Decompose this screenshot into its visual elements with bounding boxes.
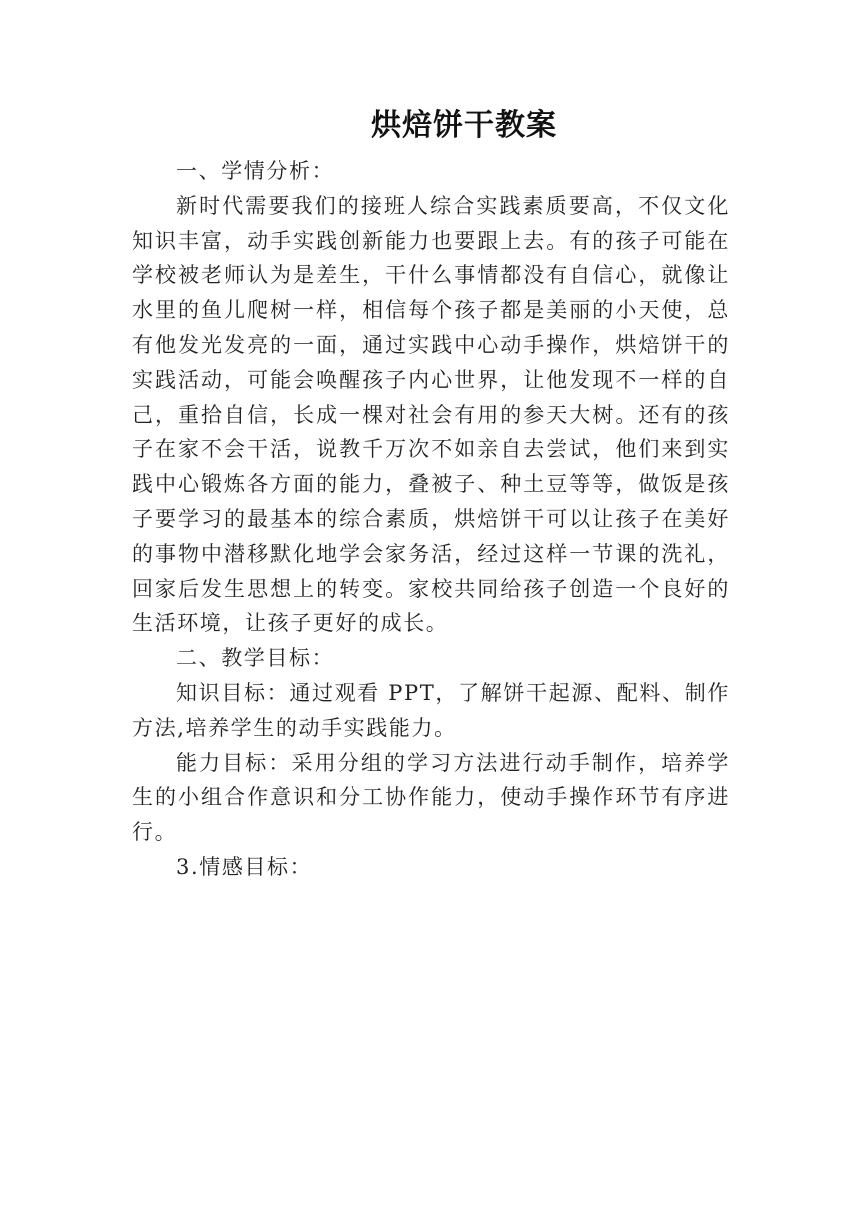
paragraph-emotion-goal: 3.情感目标： — [176, 854, 313, 879]
paragraph-learning-analysis: 新时代需要我们的接班人综合实践素质要高，不仅文化知识丰富，动手实践创新能力也要跟上去。有的孩子可能在学校被老师认为是差生，干什么事情都没有自信心，就像让水里的鱼儿爬树一样，相信每个孩子都是美丽的小天使，总有他发光发亮的一面，通过实践中心动手操作，烘焙饼干的实践活动，可能会唤醒孩子内心世界，让他发现不一样的自己，重拾自信，长成一棵对社会有用的参天大树。还有的孩子在家不会干活，说教千万次不如亲自去尝试，他们来到实践中心锻炼各方面的能力，叠被子、种土豆等等，做饭是孩子要学习的最基本的综合素质，烘焙饼干可以让孩子在美好的事物中潜移默化地学会家务活，经过这样一节课的洗礼，回家后发生思想上的转变。家校共同给孩子创造一个良好的生活环境，让孩子更好的成长。 — [132, 193, 730, 636]
section-heading-teaching-goals: 二、教学目标： — [176, 646, 335, 671]
document-title: 烘焙饼干教案 — [371, 108, 557, 143]
section-heading-learning-analysis: 一、学情分析： — [176, 159, 335, 183]
paragraph-knowledge-goal: 知识目标：通过观看 PPT，了解饼干起源、配料、制作方法,培养学生的动手实践能力。 — [132, 680, 730, 740]
document-body — [132, 154, 730, 885]
paragraph-ability-goal: 能力目标：采用分组的学习方法进行动手制作，培养学生的小组合作意识和分工协作能力，使动手操作环节有序进行。 — [132, 750, 730, 845]
